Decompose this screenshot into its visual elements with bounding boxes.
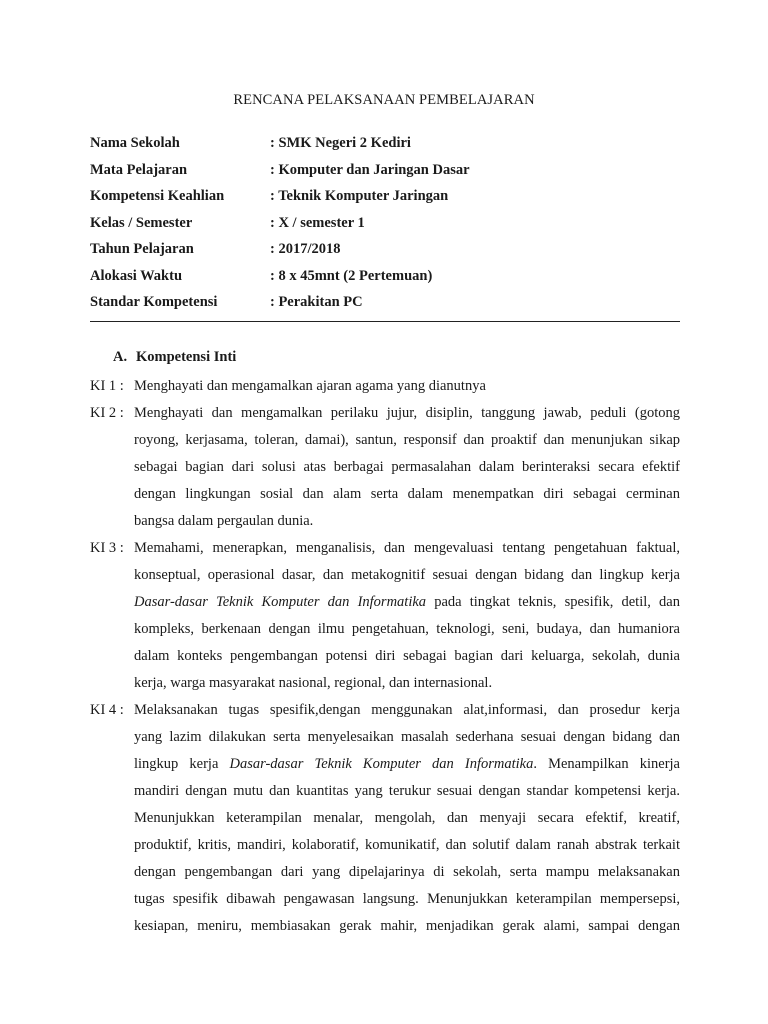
- info-label: Standar Kompetensi: [90, 294, 218, 310]
- ki-line: yang lazim dilakukan serta menyelesaikan masalah sederhana sesuai dengan bidang dan: [134, 729, 680, 745]
- info-label: Kelas / Semester: [90, 214, 193, 231]
- info-value: : 8 x 45mnt (2 Pertemuan): [270, 267, 433, 284]
- ki-label: KI 3 :: [90, 540, 124, 556]
- info-row-time-allocation: [90, 266, 682, 293]
- ki-1-block: [90, 373, 680, 400]
- ki-line: dengan pengembangan dari yang dipelajarinya di sekolah, serta mampu melaksanakan: [134, 864, 680, 880]
- info-row-standard-competency: [90, 292, 682, 319]
- ki-line: konseptual, operasional dasar, dan metakognitif sesuai dengan bidang dan lingkup kerja: [134, 567, 680, 583]
- ki-2-text: [134, 400, 680, 535]
- ki-italic-phrase: Dasar-dasar Teknik Komputer dan Informatika: [229, 756, 534, 772]
- ki-line: Memahami, menerapkan, menganalisis, dan mengevaluasi tentang pengetahuan faktual,: [134, 540, 680, 556]
- info-label: Nama Sekolah: [90, 135, 180, 151]
- section-letter: A.: [113, 349, 128, 365]
- ki-line: tugas spesifik dibawah pengawasan langsung. Menunjukkan keterampilan mempersepsi,: [134, 891, 680, 907]
- info-label: Tahun Pelajaran: [90, 241, 194, 257]
- ki-line: Menghayati dan mengamalkan ajaran agama yang dianutnya: [134, 378, 486, 394]
- ki-line: produktif, kritis, mandiri, kolaboratif, komunikatif, dan solutif dalam ranah abstrak terkait: [134, 837, 680, 853]
- ki-line: dengan lingkungan sosial dan alam serta dalam menempatkan diri sebagai cerminan: [134, 486, 680, 502]
- info-row-school: [90, 133, 682, 160]
- ki-line: sebagai bagian dari solusi atas berbagai permasalahan dalam berinteraksi secara efektif: [134, 459, 680, 475]
- ki-4-text: [134, 697, 680, 940]
- ki-line: Menghayati dan mengamalkan perilaku jujur, disiplin, tanggung jawab, peduli (gotong: [134, 405, 680, 421]
- ki-line: Menunjukkan keterampilan menalar, mengolah, dan menyaji secara efektif, kreatif,: [134, 810, 680, 826]
- info-value: : Teknik Komputer Jaringan: [270, 188, 449, 204]
- ki-line: dalam konteks pengembangan potensi diri sebagai bagian dari keluarga, sekolah, dunia: [134, 648, 680, 664]
- ki-line: kompleks, berkenaan dengan ilmu pengetahuan, teknologi, seni, budaya, dan humaniora: [134, 621, 680, 637]
- info-label: Mata Pelajaran: [90, 161, 188, 178]
- info-value: : Perakitan PC: [270, 294, 363, 310]
- section-title: Kompetensi Inti: [136, 349, 237, 365]
- ki-label: KI 4 :: [90, 702, 124, 718]
- info-value: : Komputer dan Jaringan Dasar: [270, 161, 470, 178]
- info-row-competency: [90, 186, 682, 213]
- info-value: : SMK Negeri 2 Kediri: [270, 135, 411, 151]
- ki-line: royong, kerjasama, toleran, damai), santun, responsif dan proaktif dan menunjukan sikap: [134, 432, 680, 448]
- section-heading-a: [113, 349, 236, 366]
- ki-1-text: [134, 373, 680, 400]
- info-value: : 2017/2018: [270, 241, 341, 257]
- info-value: : X / semester 1: [270, 214, 365, 231]
- ki-line: [134, 751, 680, 778]
- ki-2-block: [90, 400, 680, 535]
- ki-line-rest: . Menampilkan kinerja: [533, 756, 680, 772]
- ki-line: Melaksanakan tugas spesifik,dengan menggunakan alat,informasi, dan prosedur kerja: [134, 702, 680, 718]
- info-label: Kompetensi Keahlian: [90, 188, 225, 204]
- ki-line: [134, 589, 680, 616]
- ki-line: bangsa dalam pergaulan dunia.: [134, 513, 314, 529]
- info-row-subject: [90, 160, 682, 187]
- ki-label: KI 2 :: [90, 405, 124, 421]
- ki-line: kesiapan, meniru, membiasakan gerak mahir, menjadikan gerak alami, sampai dengan: [134, 918, 680, 934]
- ki-line-rest: pada tingkat teknis, spesifik, detil, dan: [426, 594, 680, 610]
- info-row-class-semester: [90, 213, 682, 240]
- info-row-academic-year: [90, 239, 682, 266]
- ki-4-block: [90, 697, 680, 940]
- ki-line-start: lingkup kerja: [134, 756, 230, 772]
- header-divider: [90, 321, 680, 322]
- ki-line: kerja, warga masyarakat nasional, regional, dan internasional.: [134, 675, 493, 691]
- ki-italic-phrase: Dasar-dasar Teknik Komputer dan Informatika: [134, 594, 427, 610]
- ki-line: mandiri dengan mutu dan kuantitas yang terukur sesuai dengan standar kompetensi kerja.: [134, 783, 680, 799]
- ki-3-text: [134, 535, 680, 697]
- document-title: RENCANA PELAKSANAAN PEMBELAJARAN: [233, 92, 535, 108]
- info-table: [90, 133, 682, 319]
- ki-label: KI 1 :: [90, 378, 124, 394]
- info-label: Alokasi Waktu: [90, 267, 183, 284]
- ki-3-block: [90, 535, 680, 697]
